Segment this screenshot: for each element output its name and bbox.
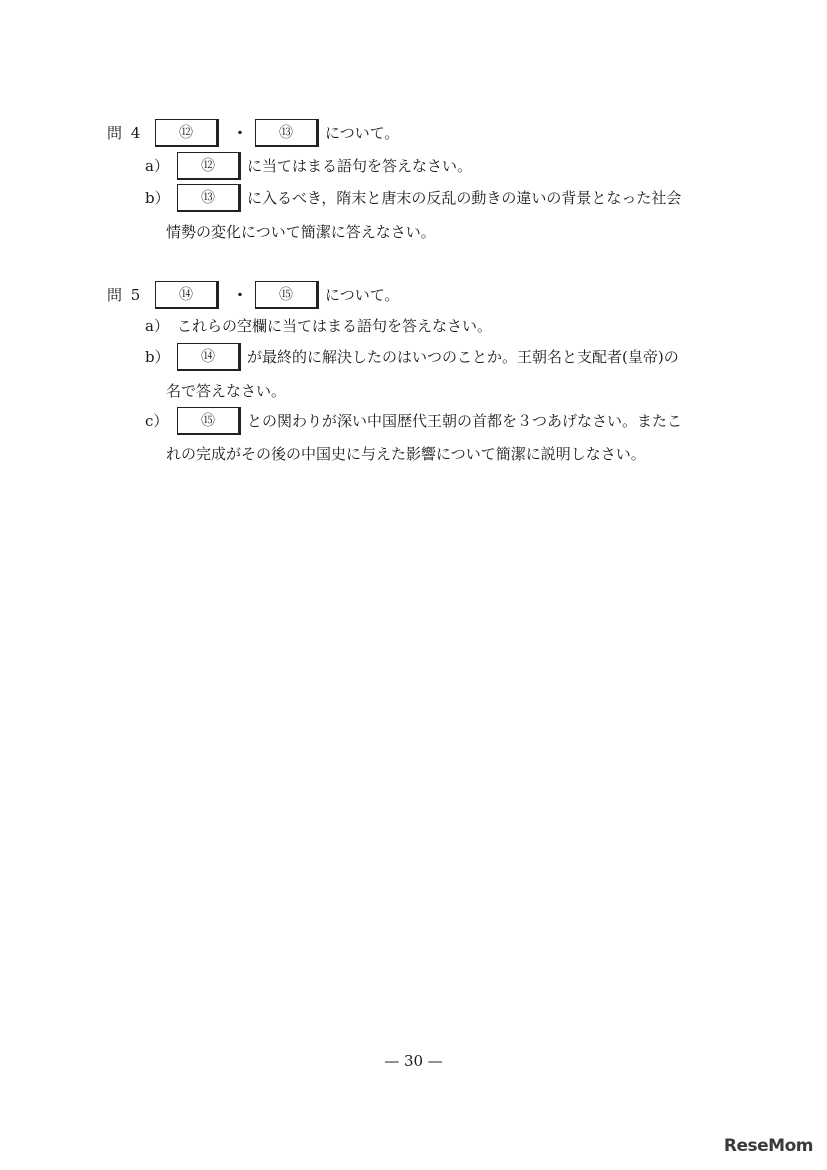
q5-b-text: が最終的に解決したのはいつのことか。王朝名と支配者(皇帝)の [247,347,679,366]
resemom-logo: ReseMom [723,1136,813,1156]
q4-label: 問 4 [107,123,143,142]
q4-b-text-cont: 情勢の変化について簡潔に答えなさい。 [166,223,436,241]
blank-box-12-ref: ⑫ [177,152,241,180]
blank-box-14: ⑭ [155,281,219,309]
page-number: — 30 — [384,1052,443,1070]
q4-b [145,183,681,213]
q5-c-text: との関わりが深い中国歴代王朝の首都を３つあげなさい。またこ [247,411,683,430]
q4-a [145,151,472,181]
blank-box-13: ⑬ [255,119,319,147]
q5-heading [107,280,399,310]
blank-box-14-ref: ⑭ [177,343,241,371]
q4-b-label: b） [145,188,170,207]
q5-c-label: c） [145,411,169,430]
q4-a-label: a） [145,156,169,175]
q4-b-text: に入るべき，隋末と唐末の反乱の動きの違いの背景となった社会 [247,188,682,207]
q5-label: 問 5 [107,285,143,304]
separator-dot: ・ [232,285,248,304]
separator-dot: ・ [232,123,248,142]
q5-suffix: について。 [325,285,400,304]
blank-box-15-ref: ⑮ [177,407,241,435]
q5-b-label: b） [145,347,170,366]
q5-a-text: これらの空欄に当てはまる語句を答えなさい。 [177,316,493,335]
q5-a [145,311,492,341]
blank-box-13-ref: ⑬ [177,184,241,212]
q5-a-label: a） [145,316,169,335]
q5-c [145,406,682,436]
q5-b-text-cont: 名で答えなさい。 [166,382,287,400]
blank-box-15: ⑮ [255,281,319,309]
q4-heading [107,118,399,148]
q5-c-text-cont: れの完成がその後の中国史に与えた影響について簡潔に説明しなさい。 [166,445,646,463]
q5-b [145,342,679,372]
q4-a-text: に当てはまる語句を答えなさい。 [247,156,473,175]
blank-box-12: ⑫ [155,119,219,147]
q4-suffix: について。 [325,123,400,142]
